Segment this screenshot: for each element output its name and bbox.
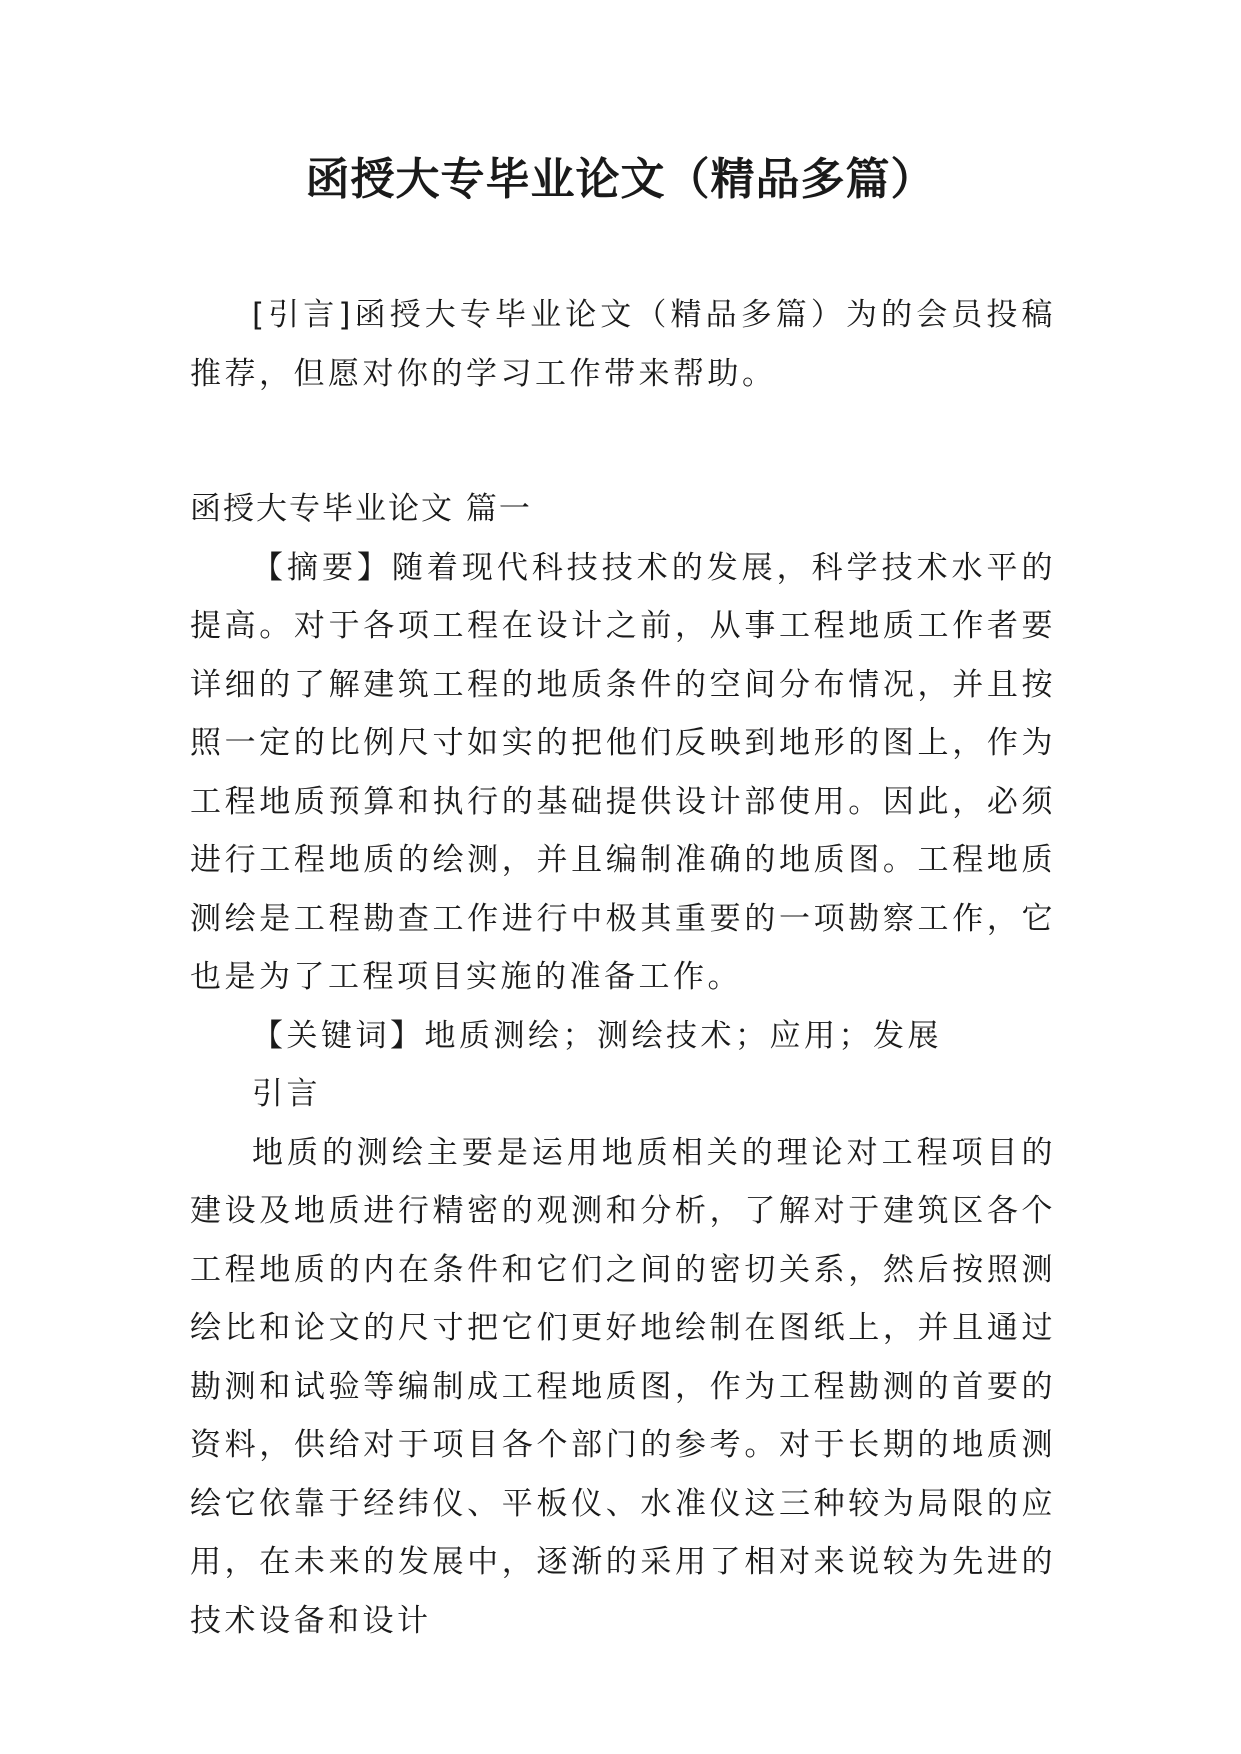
abstract-paragraph: 【摘要】随着现代科技技术的发展，科学技术水平的提高。对于各项工程在设计之前，从事工程地质工作者要详细的了解建筑工程的地质条件的空间分布情况，并且按照一定的比例尺寸如实的把他们反映到地形的图上，作为工程地质预算和执行的基础提供设计部使用。因此，必须进行工程地质的绘测，并且编制准确的地质图。工程地质测绘是工程勘查工作进行中极其重要的一项勘察工作，它也是为了工程项目实施的准备工作。 xyxy=(190,549,1056,995)
paragraph-spacer xyxy=(190,403,1056,480)
section-heading: 函授大专毕业论文 篇一 xyxy=(190,491,532,527)
intro-heading: 引言 xyxy=(252,1076,321,1112)
keywords-paragraph: 【关键词】地质测绘；测绘技术；应用；发展 xyxy=(252,1017,942,1054)
body-paragraph: 地质的测绘主要是运用地质相关的理论对工程项目的建设及地质进行精密的观测和分析，了解对于建筑区各个工程地质的内在条件和它们之间的密切关系，然后按照测绘比和论文的尺寸把它们更好地绘制在图纸上，并且通过勘测和试验等编制成工程地质图，作为工程勘测的首要的资料，供给对于项目各个部门的参考。对于长期的地质测绘它依靠于经纬仪、平板仪、水准仪这三种较为局限的应用，在未来的发展中，逐渐的采用了相对来说较为先进的技术设备和设计 xyxy=(190,1134,1056,1639)
intro-paragraph: [引言]函授大专毕业论文（精品多篇）为的会员投稿推荐，但愿对你的学习工作带来帮助。 xyxy=(190,297,1056,392)
document-body xyxy=(190,286,1056,1650)
document-title: 函授大专毕业论文（精品多篇） xyxy=(305,154,936,205)
